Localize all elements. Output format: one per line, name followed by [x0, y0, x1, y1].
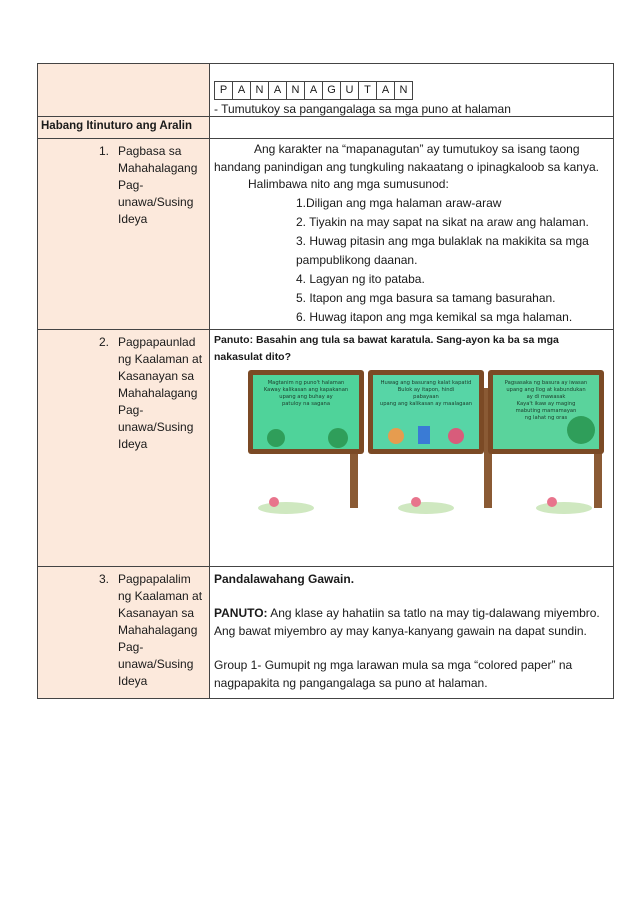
letter-box: U: [340, 81, 359, 100]
list-item: 5. Itapon ang mga basura sa tamang basurahan.: [296, 290, 556, 305]
letter-box: N: [250, 81, 269, 100]
header-subtitle: - Tumutukoy sa pangangalaga sa mga puno at halaman: [214, 102, 511, 116]
panuto-paragraph: [214, 605, 609, 640]
sign-1-line: Magtanim ng puno't halaman: [267, 380, 345, 386]
label-line: Pagpapaunlad: [118, 334, 196, 349]
label-line: Pagbasa sa: [118, 144, 182, 158]
label-line: ng Kaalaman at: [118, 351, 203, 366]
letter-box: P: [214, 81, 233, 100]
section-heading: Habang Itinuturo ang Aralin: [38, 117, 210, 139]
label-line: Pag-: [118, 639, 144, 654]
sign-3-line: ay di mawasak: [526, 394, 566, 400]
label-line: ng Kaalaman at: [118, 588, 203, 603]
row-3-number: 3.: [98, 571, 109, 586]
letter-box: A: [376, 81, 395, 100]
list-item: 4. Lagyan ng ito pataba.: [296, 271, 425, 286]
label-line: Pag-: [118, 402, 144, 417]
row-3-label: [118, 571, 203, 690]
letter-boxes: [214, 81, 413, 100]
row-1-label: [118, 143, 203, 228]
label-line: Mahahalagang: [118, 385, 198, 400]
list-item: 1.Diligan ang mga halaman araw-araw: [296, 195, 502, 210]
row-3-label-cell: [38, 566, 210, 698]
label-line: Ideya: [118, 673, 148, 688]
sign-1-line: Kaway kalikasan ang kapakanan: [263, 387, 349, 393]
label-line: Pag-: [118, 178, 144, 192]
letter-box: A: [232, 81, 251, 100]
sign-1-line: upang ang buhay ay: [279, 394, 333, 400]
label-line: Pagpapalalim: [118, 571, 191, 586]
panuto-text: Ang klase ay hahatiin sa tatlo na may tig-dalawang miyembro. Ang bawat miyembro ay may kanya-kanyang gawain na dapat sundin.: [214, 606, 600, 638]
empty-left-cell: [38, 64, 210, 117]
label-line: Kasanayan sa: [118, 368, 195, 383]
sign-3-line: Kaya't ikaw ay maging: [516, 401, 576, 407]
list-item: 6. Huwag itapon ang mga kemikal sa mga halaman.: [296, 309, 573, 324]
group-instruction: Group 1- Gumupit ng mga larawan mula sa mga “colored paper” na nagpapakita ng pangangalaga sa puno at halaman.: [214, 658, 573, 690]
sign-2-line: upang ang kalikasan ay maalagaan: [379, 401, 473, 407]
heading-right-empty: [210, 117, 614, 139]
signboards-illustration: [246, 368, 606, 518]
label-line: Mahahalagang: [118, 622, 198, 637]
letter-box: G: [322, 81, 341, 100]
flower-decoration: [269, 497, 557, 507]
sign-3-line: upang ang Ilog at kabundukan: [506, 387, 586, 393]
letter-box: T: [358, 81, 377, 100]
list-item: pampublikong daanan.: [296, 252, 418, 267]
label-line: Ideya: [118, 436, 148, 451]
sign-3-line: Pagsasaka ng basura ay iwasan: [504, 380, 588, 386]
list-item: 2. Tiyakin na may sapat na sikat na araw ang halaman.: [296, 214, 589, 229]
label-line: unawa/Susing: [118, 419, 194, 434]
row-1-number: 1.: [98, 144, 109, 158]
row-2-number: 2.: [98, 334, 109, 349]
letter-box: A: [268, 81, 287, 100]
sign-2-line: Huwag ang basurang kalat kapatid: [380, 380, 472, 386]
list-item: 3. Huwag pitasin ang mga bulaklak na makikita sa mga: [296, 233, 589, 248]
sign-3-line: ng lahat ng oras: [524, 415, 568, 421]
sign-1-line: patuloy na sagana: [281, 401, 331, 407]
example-lead: Halimbawa nito ang mga sumusunod:: [248, 177, 449, 191]
row-3-content: [210, 566, 614, 698]
sign-3-line: mabuting mamamayan: [515, 408, 577, 414]
row-2-label: [118, 334, 203, 453]
header-cell: [210, 64, 614, 117]
label-line: Ideya: [118, 212, 148, 226]
label-line: Kasanayan sa: [118, 605, 195, 620]
label-line: unawa/Susing: [118, 195, 194, 209]
label-line: Mahahalagang: [118, 161, 198, 175]
row-2-label-cell: [38, 329, 210, 566]
sign-2-line: pabayaan: [413, 394, 439, 400]
panuto-instruction: Panuto: Basahin ang tula sa bawat karatula. Sang-ayon ka ba sa mga nakasulat dito?: [214, 333, 559, 363]
panuto-label: PANUTO:: [214, 606, 268, 620]
sign-2-line: Bulok ay itapon, hindi: [397, 387, 455, 393]
activity-title: Pandalawahang Gawain.: [214, 571, 355, 586]
row-1-content: [210, 139, 614, 330]
letter-box: N: [394, 81, 413, 100]
letter-box: A: [304, 81, 323, 100]
letter-box: N: [286, 81, 305, 100]
example-list: [214, 194, 609, 327]
row-1-label-cell: [38, 139, 210, 330]
label-line: unawa/Susing: [118, 656, 194, 671]
intro-paragraph: Ang karakter na “mapanagutan” ay tumutukoy sa isang taong handang panindigan ang tungkuling nakaatang o ipinagkaloob sa kanya.: [214, 142, 599, 174]
